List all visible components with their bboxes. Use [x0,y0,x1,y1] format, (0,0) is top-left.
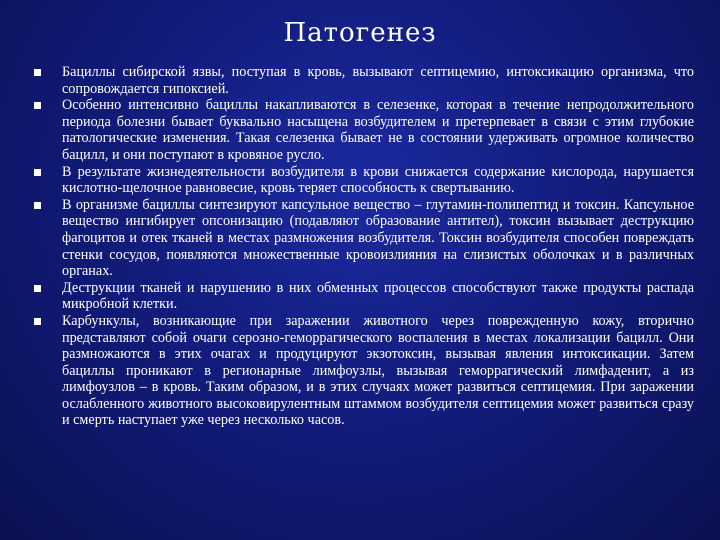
square-bullet-icon [34,285,41,292]
bullet-item [34,313,694,429]
bullet-text: Карбункулы, возникающие при заражении животного через поврежденную кожу, вторично представляют собой очаги серозно-геморрагического воспаления в местах локализации бацилл. Они размножаются в этих очагах и продуцируют экзотоксин, вызывая явления интоксикации. Затем бациллы проникают в регионарные лимфоузлы, вызывая геморрагический лимфаденит, а из лимфоузлов – в кровь. Таким образом, и в этих случаях может развиться септицемия. При заражении ослабленного животного высоковирулентным штаммом возбудителя септицемия может развиться сразу и смерть наступает уже через несколько часов. [62,312,694,429]
bullet-text: Бациллы сибирской язвы, поступая в кровь, вызывают септицемию, интоксикацию организма, что сопровождается гипоксией. [62,64,694,97]
square-bullet-icon [34,102,41,109]
square-bullet-icon [34,69,41,76]
bullet-item [34,164,694,197]
bullet-item [34,197,694,280]
square-bullet-icon [34,202,41,209]
square-bullet-icon [34,318,41,325]
bullet-text: В результате жизнедеятельности возбудителя в крови снижается содержание кислорода, нарушается кислотно-щелочное равновесие, кровь теряет способность к свертыванию. [62,163,694,197]
bullet-text: Особенно интенсивно бациллы накапливаются в селезенке, которая в течение непродолжительного периода болезни бывает буквально насыщена возбудителем и претерпевает в связи с этим глубокие патологические изменения. Такая селезенка бывает не в состоянии удерживать огромное количество бацилл, и они поступают в кровяное русло. [62,97,694,163]
bullet-text: Деструкции тканей и нарушению в них обменных процессов способствуют также продукты распада микробной клетки. [62,279,694,313]
bullet-text: В организме бациллы синтезируют капсульное вещество – глутамин-полипептид и токсин. Капсульное вещество ингибирует опсонизацию (подавляют образование антител), токсин вызывает деструкцию фагоцитов и отек тканей в местах размножения возбудителя. Токсин возбудителя способен повреждать стенки сосудов, появляются множественные кровоизлияния на слизистых оболочках и в различных органах. [62,196,694,280]
bullet-list [34,64,694,429]
bullet-item [34,97,694,163]
bullet-item [34,64,694,97]
bullet-item [34,280,694,313]
square-bullet-icon [34,169,41,176]
slide-title: Патогенез [283,18,437,48]
